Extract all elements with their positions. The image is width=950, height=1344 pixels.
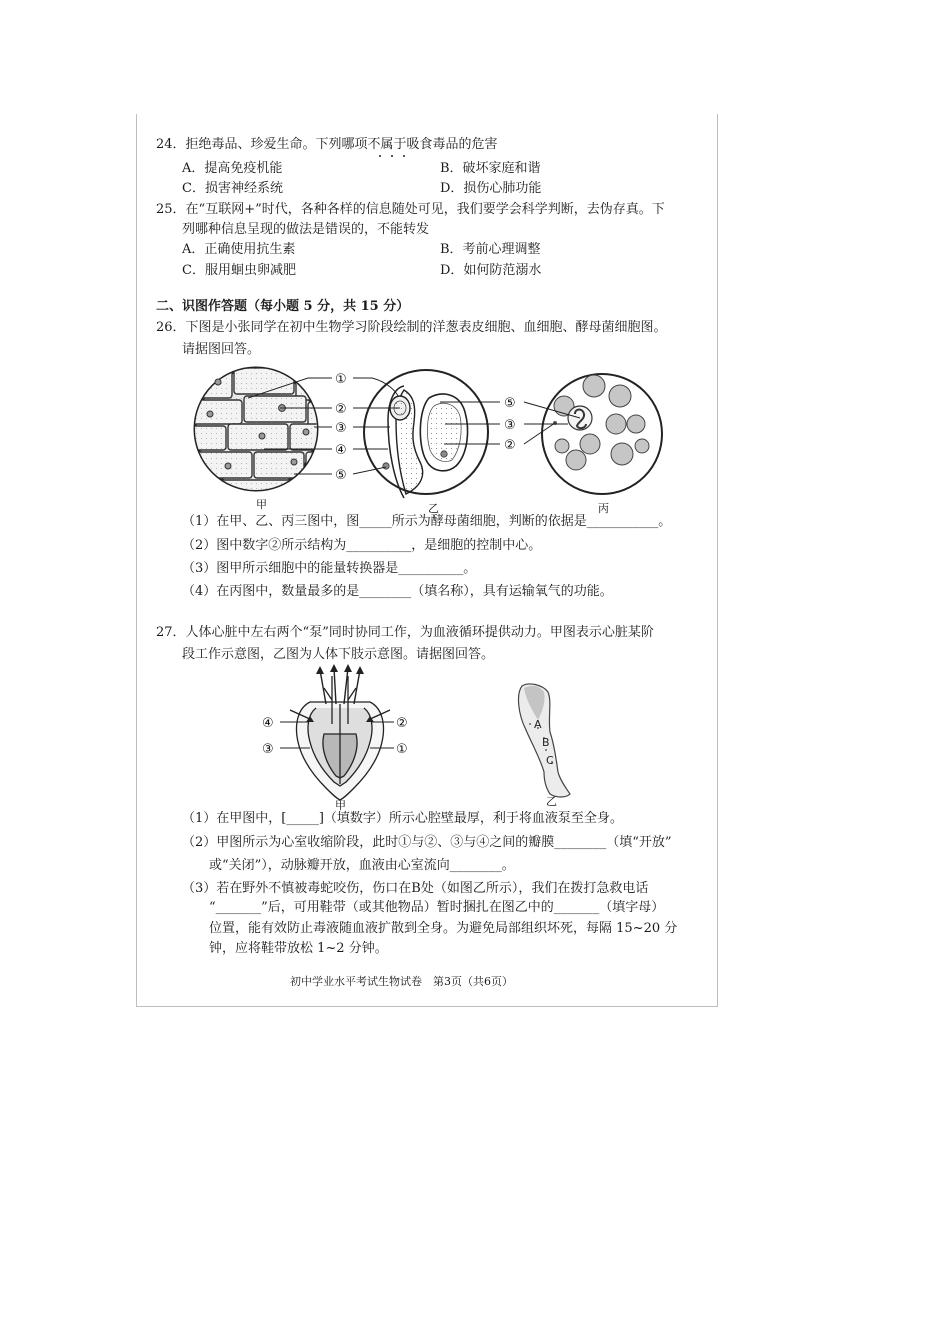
- q25-option-b: B．考前心理调整: [440, 242, 541, 257]
- figure-caption-jia: 甲: [256, 498, 267, 511]
- section-2-title: 二、识图作答题（每小题 5 分，共 15 分）: [156, 299, 410, 314]
- q27-stem-line2: 段工作示意图，乙图为人体下肢示意图。请据图回答。: [182, 647, 495, 662]
- q26-subquestion-1: （1）在甲、乙、丙三图中，图_____所示为酵母菌细胞，判断的依据是___________。: [182, 514, 672, 529]
- heart-caption-jia: 甲: [335, 799, 346, 812]
- q26-subquestion-4: （4）在丙图中，数量最多的是________（填名称），具有运输氧气的功能。: [182, 584, 613, 599]
- label-m5: ⑤: [504, 396, 516, 411]
- figure-caption-yi: 乙: [428, 502, 439, 514]
- q25-stem-line2: 列哪种信息呈现的做法是错误的，不能转发: [182, 222, 430, 237]
- q27-subquestion-1: （1）在甲图中，[_____]（填数字）所示心腔壁最厚，利于将血液泵至全身。: [182, 811, 623, 826]
- label-m2: ②: [504, 438, 516, 453]
- leg-label-a: A: [534, 718, 542, 731]
- heart-diagram: [258, 664, 428, 812]
- emphasis-dot: [391, 155, 393, 157]
- q27-subquestion-3-line1: （3）若在野外不慎被毒蛇咬伤，伤口在B处（如图乙所示），我们在拨打急救电话: [182, 881, 649, 896]
- emphasis-dot: [403, 155, 405, 157]
- q27-subquestion-2-line1: （2）甲图所示为心室收缩阶段，此时①与②、③与④之间的瓣膜________（填“开放”: [182, 835, 672, 850]
- q26-stem-line2: 请据图回答。: [182, 342, 261, 357]
- blood-cells-figure: [542, 374, 662, 494]
- label-n5: ⑤: [335, 468, 347, 483]
- heart-label-4: ④: [262, 716, 274, 731]
- q24-option-b: B．破坏家庭和谐: [440, 161, 541, 176]
- page-footer: 初中学业水平考试生物试卷 第3页（共6页）: [290, 975, 513, 988]
- q27-subquestion-3-line2: “_______”后，可用鞋带（或其他物品）暂时捆扎在图乙中的_______（填字母）: [209, 900, 665, 915]
- leg-diagram: [508, 680, 578, 808]
- q27-subquestion-2-line2: 或“关闭”），动脉瓣开放，血液由心室流向________。: [209, 858, 515, 873]
- q25-option-c: C．服用蛔虫卵减肥: [182, 263, 296, 278]
- figure-caption-bing: 丙: [598, 502, 609, 514]
- q26-stem-line1: 26．下图是小张同学在初中生物学习阶段绘制的洋葱表皮细胞、血细胞、酵母菌细胞图。: [156, 320, 667, 335]
- q26-subquestion-3: （3）图甲所示细胞中的能量转换器是__________。: [182, 561, 477, 576]
- emphasis-dot: [379, 155, 381, 157]
- q26-subquestion-2: （2）图中数字②所示结构为__________，是细胞的控制中心。: [182, 538, 542, 553]
- leg-label-b: B: [542, 736, 550, 749]
- q27-subquestion-3-line4: 钟，应将鞋带放松 1~2 分钟。: [209, 941, 388, 956]
- q25-option-d: D．如何防范溺水: [440, 263, 542, 278]
- heart-label-2: ②: [396, 716, 408, 731]
- leg-caption-yi: 乙: [546, 795, 557, 808]
- heart-label-1: ①: [396, 742, 408, 757]
- label-n4: ④: [335, 443, 347, 458]
- q27-stem-line1: 27．人体心脏中左右两个“泵”同时协同工作，为血液循环提供动力。甲图表示心脏某阶: [156, 625, 654, 640]
- label-n2: ②: [335, 402, 347, 417]
- q25-stem-line1: 25．在“互联网+”时代，各种各样的信息随处可见，我们要学会科学判断，去伪存真。下: [156, 202, 665, 217]
- q24-option-c: C．损害神经系统: [182, 181, 283, 196]
- q24-option-d: D．损伤心肺功能: [440, 181, 542, 196]
- q25-option-a: A．正确使用抗生素: [182, 242, 296, 257]
- label-n3: ③: [335, 421, 347, 436]
- heart-label-3: ③: [262, 742, 274, 757]
- yeast-cell-figure: [364, 370, 488, 498]
- leg-label-c: C: [546, 754, 554, 767]
- label-m3: ③: [504, 418, 516, 433]
- onion-cells-figure: [190, 368, 330, 500]
- label-n1: ①: [335, 372, 347, 387]
- cell-diagram: [190, 362, 670, 514]
- q27-subquestion-3-line3: 位置，能有效防止毒液随血液扩散到全身。为避免局部组织坏死，每隔 15~20 分: [209, 921, 678, 936]
- q24-option-a: A．提高免疫机能: [182, 161, 283, 176]
- q24-stem: 24．拒绝毒品、珍爱生命。下列哪项不属于吸食毒品的危害: [156, 137, 498, 152]
